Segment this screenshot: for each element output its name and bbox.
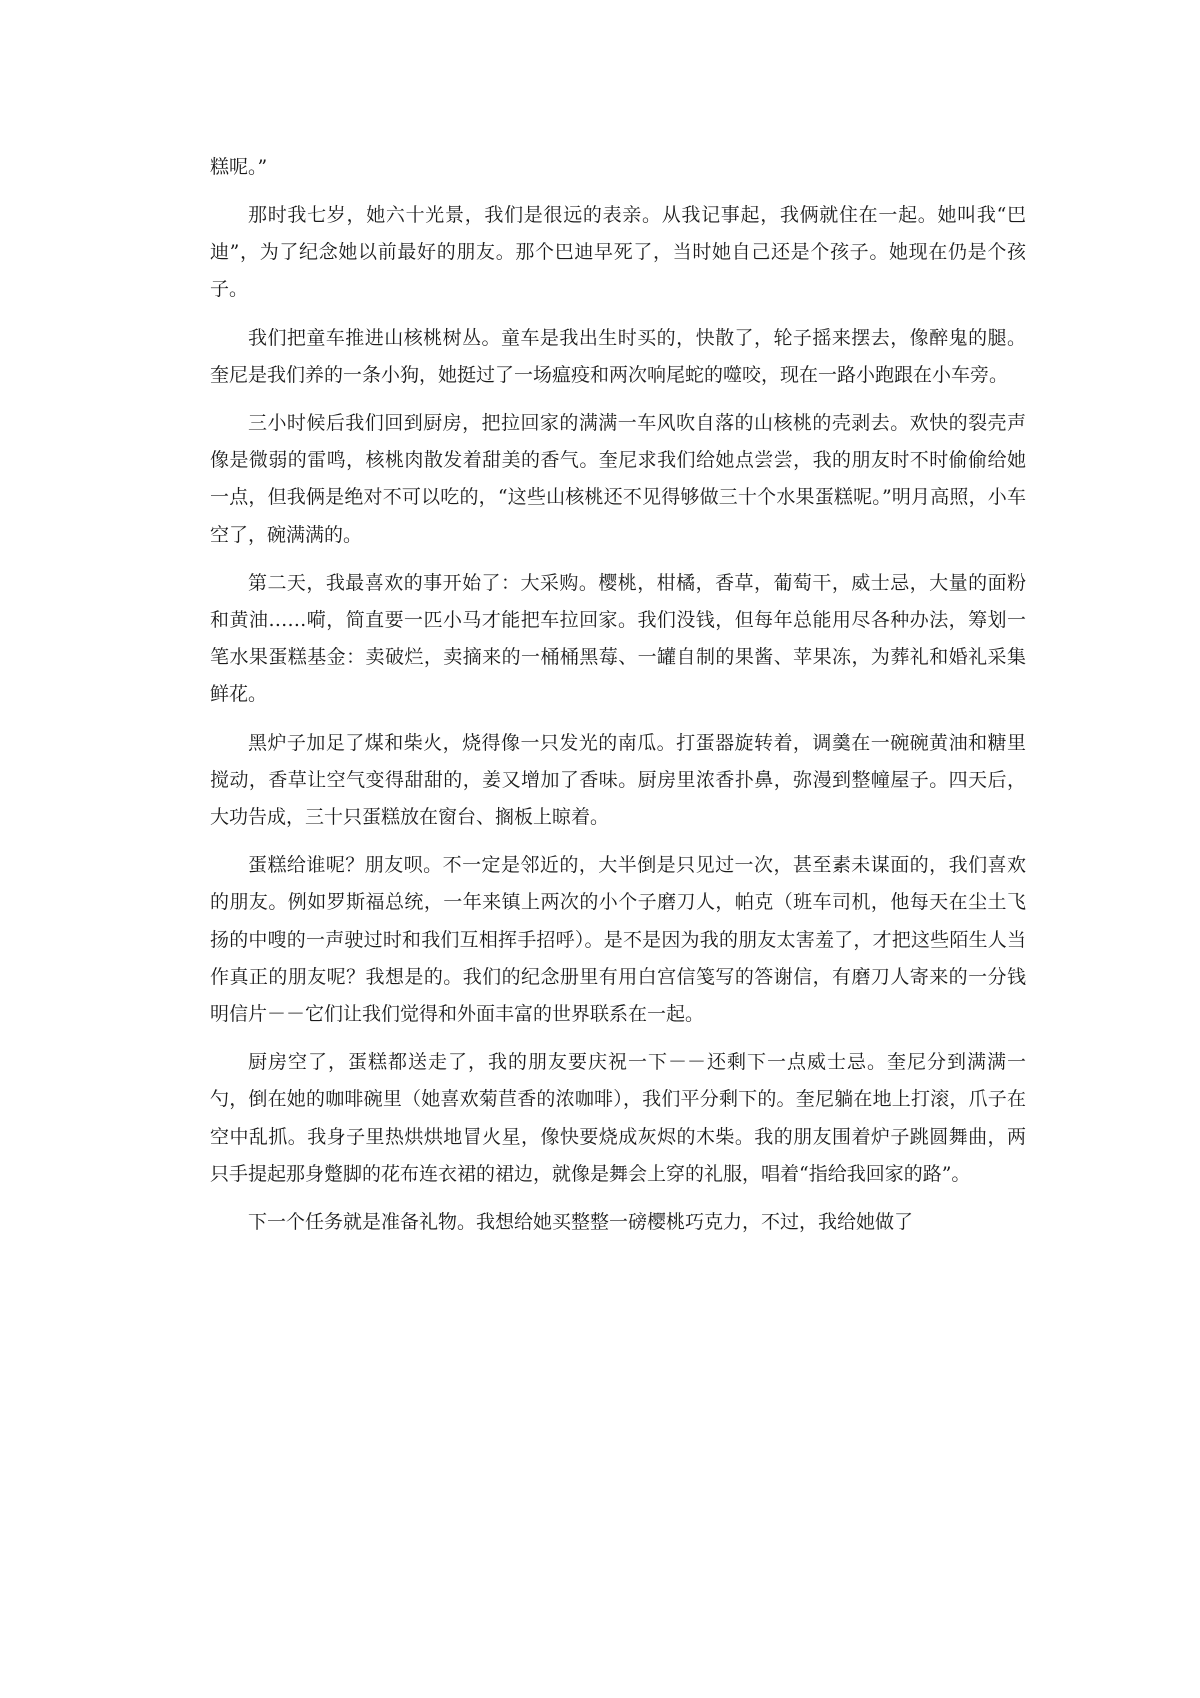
paragraph-2: 那时我七岁，她六十光景，我们是很远的表亲。从我记事起，我俩就住在一起。她叫我“巴迪”，为了纪念她以前最好的朋友。那个巴迪早死了，当时她自己还是个孩子。她现在仍是个孩子。 [210, 204, 1026, 301]
paragraph-1: 糕呢。” [210, 156, 268, 178]
paragraph-8: 厨房空了，蛋糕都送走了，我的朋友要庆祝一下－－还剩下一点威士忌。奎尼分到满满一勺，倒在她的咖啡碗里（她喜欢菊苣香的浓咖啡），我们平分剩下的。奎尼躺在地上打滚，爪子在空中乱抓。我身子里热烘烘地冒火星，像快要烧成灰烬的木柴。我的朋友围着炉子跳圆舞曲，两只手提起那身蹩脚的花布连衣裙的裙边，就像是舞会上穿的礼服，唱着“指给我回家的路”。 [210, 1051, 1026, 1185]
paragraph-5: 第二天，我最喜欢的事开始了：大采购。樱桃，柑橘，香草，葡萄干，威士忌，大量的面粉和黄油……嗬，简直要一匹小马才能把车拉回家。我们没钱，但每年总能用尽各种办法，筹划一笔水果蛋糕基金：卖破烂，卖摘来的一桶桶黑莓、一罐自制的果酱、苹果冻，为葬礼和婚礼采集鲜花。 [210, 571, 1026, 706]
paragraph-6: 黑炉子加足了煤和柴火，烧得像一只发光的南瓜。打蛋器旋转着，调羹在一碗碗黄油和糖里搅动，香草让空气变得甜甜的，姜又增加了香味。厨房里浓香扑鼻，弥漫到整幢屋子。四天后，大功告成，三十只蛋糕放在窗台、搁板上晾着。 [210, 731, 1026, 829]
paragraph-7: 蛋糕给谁呢？朋友呗。不一定是邻近的，大半倒是只见过一次，甚至素未谋面的，我们喜欢的朋友。例如罗斯福总统，一年来镇上两次的小个子磨刀人，帕克（班车司机，他每天在尘土飞扬的中嗖的一声驶过时和我们互相挥手招呼）。是不是因为我的朋友太害羞了，才把这些陌生人当作真正的朋友呢？我想是的。我们的纪念册里有用白宫信笺写的答谢信，有磨刀人寄来的一分钱明信片－－它们让我们觉得和外面丰富的世界联系在一起。 [210, 854, 1026, 1026]
document-page [210, 149, 1026, 1241]
paragraph-4: 三小时候后我们回到厨房，把拉回家的满满一车风吹自落的山核桃的壳剥去。欢快的裂壳声像是微弱的雷鸣，核桃肉散发着甜美的香气。奎尼求我们给她点尝尝，我的朋友时不时偷偷给她一点，但我俩是绝对不可以吃的，“这些山核桃还不见得够做三十个水果蛋糕呢。”明月高照，小车空了，碗满满的。 [210, 412, 1026, 546]
paragraph-3: 我们把童车推进山核桃树丛。童车是我出生时买的，快散了，轮子摇来摆去，像醉鬼的腿。奎尼是我们养的一条小狗，她挺过了一场瘟疫和两次响尾蛇的噬咬，现在一路小跑跟在小车旁。 [210, 326, 1026, 386]
paragraph-9: 下一个任务就是准备礼物。我想给她买整整一磅樱桃巧克力，不过，我给她做了 [248, 1211, 914, 1234]
